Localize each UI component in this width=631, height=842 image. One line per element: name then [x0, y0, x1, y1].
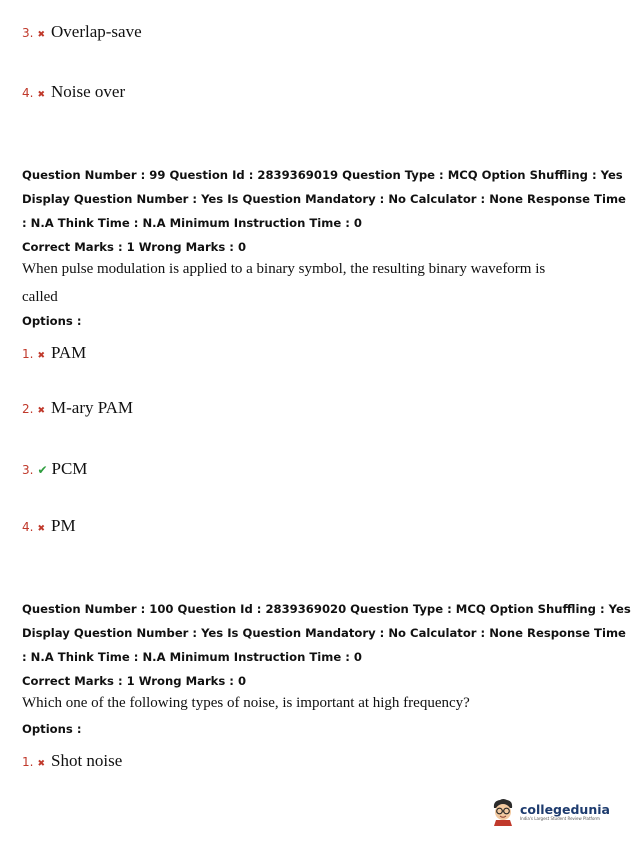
option-text: PAM	[51, 343, 87, 362]
option-number: 3.	[22, 26, 34, 40]
q100-option-1	[22, 751, 122, 771]
option-4	[22, 82, 125, 102]
option-text: PCM	[51, 459, 88, 478]
q99-option-1	[22, 343, 86, 363]
cross-icon: ✖	[37, 30, 45, 40]
question-99-options-label: Options :	[22, 314, 82, 328]
q99-option-2	[22, 398, 133, 418]
question-99-marks: Correct Marks : 1 Wrong Marks : 0	[22, 240, 247, 254]
cross-icon: ✖	[37, 524, 45, 534]
metadata-line: Display Question Number : Yes Is Question Mandatory : No Calculator : None Response Time	[22, 626, 626, 640]
option-number: 2.	[22, 402, 34, 416]
option-text: PM	[51, 516, 76, 535]
question-99-text-line-1: When pulse modulation is applied to a binary symbol, the resulting binary waveform is	[22, 261, 546, 277]
option-3	[22, 22, 142, 42]
cross-icon: ✖	[37, 406, 45, 416]
question-100-options-label: Options :	[22, 722, 82, 736]
metadata-line: Question Number : 100 Question Id : 2839369020 Question Type : MCQ Option Shuffling : Yes	[22, 602, 631, 616]
question-99-text-line-2: called	[22, 289, 58, 305]
option-text: Overlap-save	[51, 22, 142, 41]
metadata-line: Display Question Number : Yes Is Question Mandatory : No Calculator : None Response Time	[22, 192, 626, 206]
option-text: M-ary PAM	[51, 398, 134, 417]
cross-icon: ✖	[37, 351, 45, 361]
option-number: 1.	[22, 755, 34, 769]
brand-tagline: India's Largest Student Review Platform	[520, 815, 600, 821]
q99-option-4	[22, 516, 76, 536]
collegedunia-logo	[490, 798, 610, 826]
cross-icon: ✖	[37, 759, 45, 769]
question-99-metadata	[22, 163, 626, 235]
option-number: 4.	[22, 520, 34, 534]
option-number: 3.	[22, 463, 34, 477]
question-100-metadata	[22, 597, 631, 669]
option-number: 4.	[22, 86, 34, 100]
question-100-marks: Correct Marks : 1 Wrong Marks : 0	[22, 674, 247, 688]
option-text: Shot noise	[51, 751, 123, 770]
mascot-icon	[490, 798, 516, 826]
cross-icon: ✖	[37, 90, 45, 100]
option-number: 1.	[22, 347, 34, 361]
brand-name: collegedunia	[520, 801, 610, 817]
q99-option-3	[22, 459, 87, 479]
check-icon: ✔	[37, 463, 48, 477]
metadata-line: : N.A Think Time : N.A Minimum Instruction Time : 0	[22, 216, 362, 230]
metadata-line: Question Number : 99 Question Id : 2839369019 Question Type : MCQ Option Shuffling : Yes	[22, 168, 623, 182]
option-text: Noise over	[51, 82, 126, 101]
metadata-line: : N.A Think Time : N.A Minimum Instruction Time : 0	[22, 650, 362, 664]
question-100-text: Which one of the following types of noise, is important at high frequency?	[22, 695, 470, 711]
